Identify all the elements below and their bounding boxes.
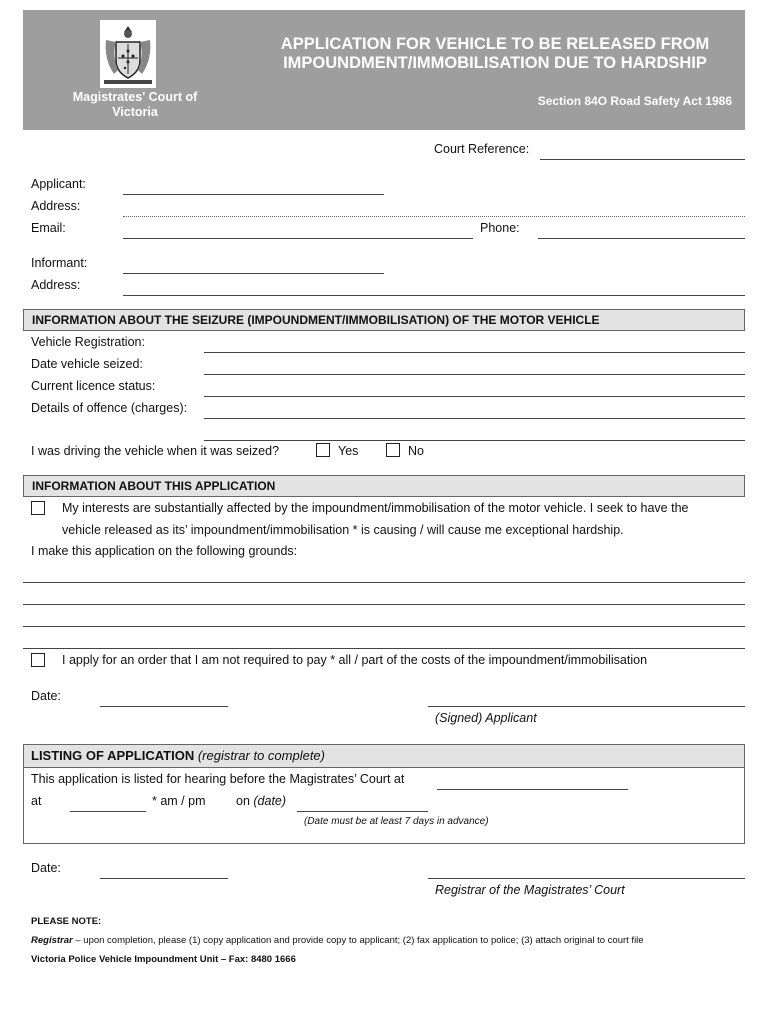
registrar-signature-field[interactable]	[428, 878, 745, 879]
on-date-label: on (date)	[236, 794, 287, 808]
grounds-line-1[interactable]	[23, 582, 745, 583]
no-label: No	[408, 444, 424, 458]
licence-status-label: Current licence status:	[31, 379, 156, 393]
date-seized-label: Date vehicle seized:	[31, 357, 143, 371]
phone-label: Phone:	[480, 221, 520, 235]
ampm-label: * am / pm	[152, 794, 206, 808]
informant-label: Informant:	[31, 256, 88, 270]
date-seized-field[interactable]	[204, 374, 745, 375]
form-title: APPLICATION FOR VEHICLE TO BE RELEASED FROM IMPOUNDMENT/IMMOBILISATION DUE TO HARDSHIP	[280, 35, 710, 72]
fax-note: Victoria Police Vehicle Impoundment Unit – Fax: 8480 1666	[31, 954, 296, 965]
registrar-note: Registrar – upon completion, please (1) copy application and provide copy to applicant; (2) fax application to police; (3) attach original to court file	[31, 935, 644, 946]
court-reference-field[interactable]	[540, 159, 745, 160]
vehicle-registration-field[interactable]	[204, 352, 745, 353]
licence-status-field[interactable]	[204, 396, 745, 397]
driving-question-label: I was driving the vehicle when it was seized?	[31, 444, 280, 458]
address-label: Address:	[31, 199, 81, 213]
informant-address-label: Address:	[31, 278, 81, 292]
hearing-date-field[interactable]	[297, 811, 428, 812]
section-reference: Section 84O Road Safety Act 1986	[537, 94, 732, 108]
yes-label: Yes	[338, 444, 359, 458]
at-label: at	[31, 794, 42, 808]
interest-text-line2: vehicle released as its’ impoundment/immobilisation * is causing / will cause me exceptional hardship.	[62, 523, 624, 537]
grounds-label: I make this application on the following grounds:	[31, 544, 298, 558]
application-section-heading: INFORMATION ABOUT THIS APPLICATION	[23, 475, 745, 497]
advance-note: (Date must be at least 7 days in advance)	[304, 816, 489, 827]
address-field[interactable]	[123, 216, 745, 217]
applicant-date-field[interactable]	[100, 706, 228, 707]
interest-checkbox[interactable]	[31, 501, 45, 515]
informant-field[interactable]	[123, 273, 384, 274]
listing-heading: LISTING OF APPLICATION (registrar to complete)	[31, 748, 325, 763]
applicant-field[interactable]	[123, 194, 384, 195]
coat-of-arms-icon	[100, 20, 156, 88]
vehicle-registration-label: Vehicle Registration:	[31, 335, 145, 349]
informant-address-field[interactable]	[123, 295, 745, 296]
registrar-date-field[interactable]	[100, 878, 228, 879]
please-note-heading: PLEASE NOTE:	[31, 916, 102, 927]
costs-order-text: I apply for an order that I am not required to pay * all / part of the costs of the impoundment/immobilisation	[62, 653, 648, 667]
court-location-field[interactable]	[437, 789, 628, 790]
court-name: Magistrates' Court of Victoria	[72, 90, 198, 119]
email-label: Email:	[31, 221, 66, 235]
grounds-line-3[interactable]	[23, 626, 745, 627]
hearing-time-field[interactable]	[70, 811, 146, 812]
signed-applicant-label: (Signed) Applicant	[435, 711, 537, 725]
registrar-date-label: Date:	[31, 861, 61, 875]
offence-details-field[interactable]	[204, 418, 745, 419]
no-checkbox[interactable]	[386, 443, 400, 457]
applicant-signature-field[interactable]	[428, 706, 745, 707]
yes-checkbox[interactable]	[316, 443, 330, 457]
phone-field[interactable]	[538, 238, 745, 239]
court-reference-label: Court Reference:	[434, 142, 530, 156]
grounds-line-2[interactable]	[23, 604, 745, 605]
listed-text: This application is listed for hearing before the Magistrates’ Court at	[31, 772, 405, 786]
grounds-line-4[interactable]	[23, 648, 745, 649]
offence-details-field-2[interactable]	[204, 440, 745, 441]
registrar-label: Registrar of the Magistrates’ Court	[435, 883, 625, 897]
interest-text-line1: My interests are substantially affected by the impoundment/immobilisation of the motor vehicle. I seek to have the	[62, 501, 689, 515]
costs-order-checkbox[interactable]	[31, 653, 45, 667]
email-field[interactable]	[123, 238, 473, 239]
applicant-date-label: Date:	[31, 689, 61, 703]
offence-details-label: Details of offence (charges):	[31, 401, 188, 415]
applicant-label: Applicant:	[31, 177, 86, 191]
seizure-section-heading: INFORMATION ABOUT THE SEIZURE (IMPOUNDMENT/IMMOBILISATION) OF THE MOTOR VEHICLE	[23, 309, 745, 331]
